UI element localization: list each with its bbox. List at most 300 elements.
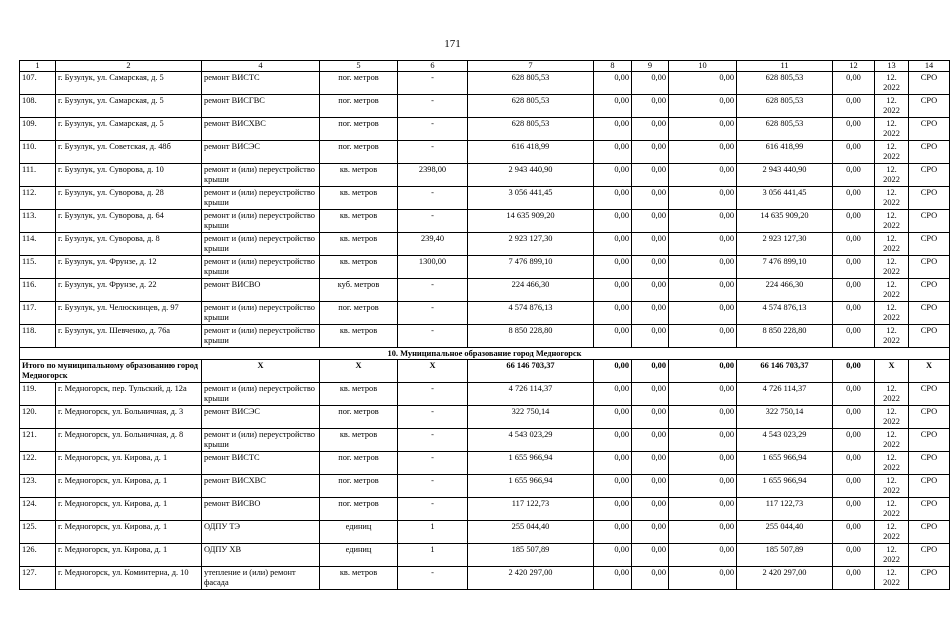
total-x4-cell: X — [875, 360, 909, 383]
amount-cell: 0,00 — [669, 498, 737, 521]
quantity-cell: - — [398, 72, 468, 95]
regional-fund-cost-cell: 2 420 297,00 — [737, 567, 833, 590]
amount-cell: 0,00 — [833, 544, 875, 567]
amount-cell: 0,00 — [669, 118, 737, 141]
address-cell: г. Медногорск, ул. Кирова, д. 1 — [56, 544, 202, 567]
amount-cell: 0,00 — [669, 164, 737, 187]
total-cost-cell: 8 850 228,80 — [468, 325, 594, 348]
regional-fund-cost-cell: 322 750,14 — [737, 406, 833, 429]
amount-cell: 0,00 — [833, 164, 875, 187]
amount-cell: 0,00 — [669, 233, 737, 256]
work-type-cell: ОДПУ ТЭ — [202, 521, 320, 544]
amount-cell: 0,00 — [632, 118, 669, 141]
row-number-cell: 125. — [20, 521, 56, 544]
completion-date-cell: 12. 2022 — [875, 544, 909, 567]
column-number-cell: 5 — [320, 61, 398, 72]
amount-cell: 0,00 — [669, 95, 737, 118]
amount-cell: 0,00 — [594, 256, 632, 279]
regional-fund-cost-cell: 628 805,53 — [737, 118, 833, 141]
amount-cell: 0,00 — [669, 429, 737, 452]
table-row — [20, 95, 950, 118]
regional-fund-cost-cell: 7 476 899,10 — [737, 256, 833, 279]
amount-cell: 0,00 — [632, 141, 669, 164]
address-cell: г. Бузулук, ул. Самарская, д. 5 — [56, 95, 202, 118]
total-x5-cell: X — [909, 360, 950, 383]
row-number-cell: 110. — [20, 141, 56, 164]
amount-cell: 0,00 — [594, 475, 632, 498]
amount-cell: 0,00 — [833, 406, 875, 429]
total-cost-cell: 4 574 876,13 — [468, 302, 594, 325]
funding-source-cell: СРО — [909, 429, 950, 452]
unit-cell: пог. метров — [320, 95, 398, 118]
unit-cell: единиц — [320, 521, 398, 544]
amount-cell: 0,00 — [632, 475, 669, 498]
table-body — [20, 61, 950, 590]
amount-cell: 0,00 — [833, 141, 875, 164]
address-cell: г. Бузулук, ул. Фрунзе, д. 12 — [56, 256, 202, 279]
amount-cell: 0,00 — [632, 187, 669, 210]
funding-source-cell: СРО — [909, 544, 950, 567]
row-number-cell: 126. — [20, 544, 56, 567]
amount-cell: 0,00 — [833, 72, 875, 95]
quantity-cell: - — [398, 567, 468, 590]
amount-cell: 0,00 — [669, 383, 737, 406]
total-cost-cell: 224 466,30 — [468, 279, 594, 302]
table-row — [20, 118, 950, 141]
work-type-cell: ремонт ВИСЭС — [202, 141, 320, 164]
table-row — [20, 141, 950, 164]
address-cell: г. Медногорск, ул. Коминтерна, д. 10 — [56, 567, 202, 590]
quantity-cell: - — [398, 498, 468, 521]
total-x3-cell: X — [398, 360, 468, 383]
row-number-cell: 121. — [20, 429, 56, 452]
amount-cell: 0,00 — [632, 406, 669, 429]
quantity-cell: 1 — [398, 544, 468, 567]
funding-source-cell: СРО — [909, 452, 950, 475]
amount-cell: 0,00 — [594, 544, 632, 567]
funding-source-cell: СРО — [909, 164, 950, 187]
unit-cell: единиц — [320, 544, 398, 567]
completion-date-cell: 12. 2022 — [875, 164, 909, 187]
completion-date-cell: 12. 2022 — [875, 141, 909, 164]
total-cost-cell: 2 943 440,90 — [468, 164, 594, 187]
unit-cell: кв. метров — [320, 325, 398, 348]
regional-fund-cost-cell: 4 726 114,37 — [737, 383, 833, 406]
amount-cell: 0,00 — [594, 118, 632, 141]
total-x2-cell: X — [320, 360, 398, 383]
address-cell: г. Бузулук, ул. Суворова, д. 10 — [56, 164, 202, 187]
funding-source-cell: СРО — [909, 406, 950, 429]
address-cell: г. Медногорск, ул. Кирова, д. 1 — [56, 475, 202, 498]
amount-cell: 0,00 — [833, 118, 875, 141]
quantity-cell: - — [398, 429, 468, 452]
amount-cell: 0,00 — [833, 233, 875, 256]
regional-fund-cost-cell: 1 655 966,94 — [737, 452, 833, 475]
completion-date-cell: 12. 2022 — [875, 567, 909, 590]
completion-date-cell: 12. 2022 — [875, 498, 909, 521]
row-number-cell: 113. — [20, 210, 56, 233]
total-v8-cell: 0,00 — [594, 360, 632, 383]
table-row — [20, 544, 950, 567]
funding-source-cell: СРО — [909, 302, 950, 325]
total-cost-cell: 4 726 114,37 — [468, 383, 594, 406]
amount-cell: 0,00 — [632, 498, 669, 521]
quantity-cell: - — [398, 141, 468, 164]
row-number-cell: 108. — [20, 95, 56, 118]
amount-cell: 0,00 — [669, 187, 737, 210]
total-v9-cell: 0,00 — [632, 360, 669, 383]
unit-cell: пог. метров — [320, 475, 398, 498]
amount-cell: 0,00 — [594, 72, 632, 95]
regional-fund-cost-cell: 628 805,53 — [737, 95, 833, 118]
amount-cell: 0,00 — [833, 187, 875, 210]
amount-cell: 0,00 — [632, 256, 669, 279]
regional-fund-cost-cell: 224 466,30 — [737, 279, 833, 302]
completion-date-cell: 12. 2022 — [875, 187, 909, 210]
funding-source-cell: СРО — [909, 187, 950, 210]
row-number-cell: 115. — [20, 256, 56, 279]
completion-date-cell: 12. 2022 — [875, 72, 909, 95]
work-type-cell: ремонт ВИСЭС — [202, 406, 320, 429]
amount-cell: 0,00 — [594, 187, 632, 210]
amount-cell: 0,00 — [632, 325, 669, 348]
completion-date-cell: 12. 2022 — [875, 279, 909, 302]
work-type-cell: ремонт и (или) переустройство крыши — [202, 302, 320, 325]
quantity-cell: 2398,00 — [398, 164, 468, 187]
unit-cell: кв. метров — [320, 256, 398, 279]
regional-fund-cost-cell: 2 923 127,30 — [737, 233, 833, 256]
amount-cell: 0,00 — [669, 452, 737, 475]
address-cell: г. Медногорск, ул. Кирова, д. 1 — [56, 452, 202, 475]
amount-cell: 0,00 — [669, 567, 737, 590]
amount-cell: 0,00 — [669, 72, 737, 95]
regional-fund-cost-cell: 14 635 909,20 — [737, 210, 833, 233]
amount-cell: 0,00 — [669, 141, 737, 164]
amount-cell: 0,00 — [632, 521, 669, 544]
total-cost-cell: 628 805,53 — [468, 72, 594, 95]
funding-source-cell: СРО — [909, 118, 950, 141]
unit-cell: кв. метров — [320, 429, 398, 452]
column-number-cell: 10 — [669, 61, 737, 72]
funding-source-cell: СРО — [909, 141, 950, 164]
amount-cell: 0,00 — [594, 233, 632, 256]
amount-cell: 0,00 — [833, 383, 875, 406]
address-cell: г. Бузулук, ул. Фрунзе, д. 22 — [56, 279, 202, 302]
row-number-cell: 120. — [20, 406, 56, 429]
completion-date-cell: 12. 2022 — [875, 521, 909, 544]
amount-cell: 0,00 — [594, 429, 632, 452]
unit-cell: пог. метров — [320, 72, 398, 95]
address-cell: г. Бузулук, ул. Самарская, д. 5 — [56, 72, 202, 95]
row-number-cell: 109. — [20, 118, 56, 141]
work-type-cell: ремонт ВИСВО — [202, 498, 320, 521]
total-row — [20, 360, 950, 383]
quantity-cell: - — [398, 452, 468, 475]
unit-cell: кв. метров — [320, 187, 398, 210]
total-cost-cell: 2 923 127,30 — [468, 233, 594, 256]
amount-cell: 0,00 — [594, 210, 632, 233]
row-number-cell: 114. — [20, 233, 56, 256]
completion-date-cell: 12. 2022 — [875, 118, 909, 141]
amount-cell: 0,00 — [594, 452, 632, 475]
page-number: 171 — [444, 38, 461, 50]
completion-date-cell: 12. 2022 — [875, 475, 909, 498]
funding-source-cell: СРО — [909, 325, 950, 348]
unit-cell: куб. метров — [320, 279, 398, 302]
regional-fund-cost-cell: 616 418,99 — [737, 141, 833, 164]
unit-cell: пог. метров — [320, 452, 398, 475]
work-type-cell: ремонт ВИСВО — [202, 279, 320, 302]
column-number-cell: 7 — [468, 61, 594, 72]
quantity-cell: - — [398, 325, 468, 348]
capital-repair-table — [19, 60, 950, 590]
work-type-cell: ОДПУ ХВ — [202, 544, 320, 567]
address-cell: г. Бузулук, ул. Суворова, д. 64 — [56, 210, 202, 233]
quantity-cell: - — [398, 279, 468, 302]
column-number-cell: 2 — [56, 61, 202, 72]
completion-date-cell: 12. 2022 — [875, 210, 909, 233]
regional-fund-cost-cell: 117 122,73 — [737, 498, 833, 521]
address-cell: г. Медногорск, пер. Тульский, д. 12а — [56, 383, 202, 406]
quantity-cell: - — [398, 475, 468, 498]
row-number-cell: 107. — [20, 72, 56, 95]
work-type-cell: ремонт ВИСГВС — [202, 95, 320, 118]
amount-cell: 0,00 — [632, 210, 669, 233]
total-cost-cell: 628 805,53 — [468, 118, 594, 141]
address-cell: г. Медногорск, ул. Больничная, д. 3 — [56, 406, 202, 429]
quantity-cell: - — [398, 118, 468, 141]
total-x1-cell: X — [202, 360, 320, 383]
work-type-cell: ремонт и (или) переустройство крыши — [202, 187, 320, 210]
address-cell: г. Бузулук, ул. Челюскинцев, д. 97 — [56, 302, 202, 325]
total-cost-cell: 117 122,73 — [468, 498, 594, 521]
address-cell: г. Медногорск, ул. Кирова, д. 1 — [56, 498, 202, 521]
amount-cell: 0,00 — [632, 164, 669, 187]
amount-cell: 0,00 — [833, 256, 875, 279]
completion-date-cell: 12. 2022 — [875, 256, 909, 279]
table-row — [20, 233, 950, 256]
unit-cell: пог. метров — [320, 302, 398, 325]
work-type-cell: ремонт ВИСТС — [202, 72, 320, 95]
amount-cell: 0,00 — [833, 210, 875, 233]
amount-cell: 0,00 — [594, 279, 632, 302]
address-cell: г. Бузулук, ул. Суворова, д. 28 — [56, 187, 202, 210]
column-number-cell: 11 — [737, 61, 833, 72]
work-type-cell: ремонт ВИСТС — [202, 452, 320, 475]
column-number-cell: 12 — [833, 61, 875, 72]
funding-source-cell: СРО — [909, 233, 950, 256]
funding-source-cell: СРО — [909, 210, 950, 233]
completion-date-cell: 12. 2022 — [875, 95, 909, 118]
amount-cell: 0,00 — [669, 325, 737, 348]
amount-cell: 0,00 — [632, 452, 669, 475]
amount-cell: 0,00 — [632, 544, 669, 567]
amount-cell: 0,00 — [833, 521, 875, 544]
amount-cell: 0,00 — [632, 567, 669, 590]
address-cell: г. Медногорск, ул. Кирова, д. 1 — [56, 521, 202, 544]
column-number-row — [20, 61, 950, 72]
completion-date-cell: 12. 2022 — [875, 406, 909, 429]
funding-source-cell: СРО — [909, 72, 950, 95]
total-cost-cell: 616 418,99 — [468, 141, 594, 164]
amount-cell: 0,00 — [594, 521, 632, 544]
table-row — [20, 383, 950, 406]
total-cost-cell: 4 543 023,29 — [468, 429, 594, 452]
address-cell: г. Бузулук, ул. Советская, д. 48б — [56, 141, 202, 164]
work-type-cell: утепление и (или) ремонт фасада — [202, 567, 320, 590]
funding-source-cell: СРО — [909, 475, 950, 498]
regional-fund-cost-cell: 2 943 440,90 — [737, 164, 833, 187]
amount-cell: 0,00 — [669, 406, 737, 429]
row-number-cell: 123. — [20, 475, 56, 498]
column-number-cell: 13 — [875, 61, 909, 72]
unit-cell: кв. метров — [320, 567, 398, 590]
work-type-cell: ремонт и (или) переустройство крыши — [202, 383, 320, 406]
amount-cell: 0,00 — [669, 302, 737, 325]
completion-date-cell: 12. 2022 — [875, 452, 909, 475]
amount-cell: 0,00 — [594, 164, 632, 187]
address-cell: г. Бузулук, ул. Самарская, д. 5 — [56, 118, 202, 141]
address-cell: г. Бузулук, ул. Шевченко, д. 76а — [56, 325, 202, 348]
regional-fund-cost-cell: 628 805,53 — [737, 72, 833, 95]
amount-cell: 0,00 — [833, 302, 875, 325]
total-v10-cell: 0,00 — [669, 360, 737, 383]
amount-cell: 0,00 — [594, 95, 632, 118]
funding-source-cell: СРО — [909, 95, 950, 118]
total-cost-cell: 7 476 899,10 — [468, 256, 594, 279]
total-label: Итого по муниципальному образованию город Медногорск — [20, 360, 202, 383]
total-cost-cell: 14 635 909,20 — [468, 210, 594, 233]
table-row — [20, 164, 950, 187]
unit-cell: пог. метров — [320, 498, 398, 521]
total-cost-cell: 185 507,89 — [468, 544, 594, 567]
amount-cell: 0,00 — [594, 498, 632, 521]
amount-cell: 0,00 — [833, 452, 875, 475]
row-number-cell: 116. — [20, 279, 56, 302]
regional-fund-cost-cell: 255 044,40 — [737, 521, 833, 544]
total-cost-cell: 1 655 966,94 — [468, 475, 594, 498]
amount-cell: 0,00 — [669, 475, 737, 498]
amount-cell: 0,00 — [833, 475, 875, 498]
amount-cell: 0,00 — [594, 567, 632, 590]
amount-cell: 0,00 — [594, 325, 632, 348]
column-number-cell: 6 — [398, 61, 468, 72]
amount-cell: 0,00 — [833, 325, 875, 348]
amount-cell: 0,00 — [632, 95, 669, 118]
work-type-cell: ремонт и (или) переустройство крыши — [202, 233, 320, 256]
column-number-cell: 8 — [594, 61, 632, 72]
table-row — [20, 498, 950, 521]
table-row — [20, 72, 950, 95]
total-cost-cell: 2 420 297,00 — [468, 567, 594, 590]
amount-cell: 0,00 — [669, 544, 737, 567]
work-type-cell: ремонт и (или) переустройство крыши — [202, 429, 320, 452]
table-row — [20, 256, 950, 279]
completion-date-cell: 12. 2022 — [875, 325, 909, 348]
work-type-cell: ремонт и (или) переустройство крыши — [202, 325, 320, 348]
section-header-row — [20, 348, 950, 360]
funding-source-cell: СРО — [909, 383, 950, 406]
completion-date-cell: 12. 2022 — [875, 383, 909, 406]
unit-cell: пог. метров — [320, 118, 398, 141]
unit-cell: кв. метров — [320, 233, 398, 256]
unit-cell: пог. метров — [320, 406, 398, 429]
total-cost-cell: 628 805,53 — [468, 95, 594, 118]
completion-date-cell: 12. 2022 — [875, 233, 909, 256]
work-type-cell: ремонт ВИСХВС — [202, 475, 320, 498]
quantity-cell: 1 — [398, 521, 468, 544]
regional-fund-cost-cell: 4 574 876,13 — [737, 302, 833, 325]
amount-cell: 0,00 — [632, 233, 669, 256]
amount-cell: 0,00 — [833, 279, 875, 302]
row-number-cell: 117. — [20, 302, 56, 325]
amount-cell: 0,00 — [594, 302, 632, 325]
regional-fund-cost-cell: 1 655 966,94 — [737, 475, 833, 498]
row-number-cell: 111. — [20, 164, 56, 187]
regional-fund-cost-cell: 185 507,89 — [737, 544, 833, 567]
row-number-cell: 118. — [20, 325, 56, 348]
column-number-cell: 4 — [202, 61, 320, 72]
completion-date-cell: 12. 2022 — [875, 429, 909, 452]
table-row — [20, 567, 950, 590]
amount-cell: 0,00 — [669, 279, 737, 302]
amount-cell: 0,00 — [833, 498, 875, 521]
regional-fund-cost-cell: 3 056 441,45 — [737, 187, 833, 210]
table-row — [20, 521, 950, 544]
work-type-cell: ремонт ВИСХВС — [202, 118, 320, 141]
regional-fund-cost-cell: 8 850 228,80 — [737, 325, 833, 348]
regional-fund-cost-cell: 4 543 023,29 — [737, 429, 833, 452]
table-row — [20, 429, 950, 452]
quantity-cell: - — [398, 187, 468, 210]
section-title: 10. Муниципальное образование город Медногорск — [20, 348, 950, 360]
amount-cell: 0,00 — [594, 406, 632, 429]
table-row — [20, 475, 950, 498]
amount-cell: 0,00 — [833, 567, 875, 590]
total-total-cell: 66 146 703,37 — [468, 360, 594, 383]
total-cost-cell: 3 056 441,45 — [468, 187, 594, 210]
table-row — [20, 302, 950, 325]
table-row — [20, 279, 950, 302]
unit-cell: кв. метров — [320, 383, 398, 406]
total-v11-cell: 66 146 703,37 — [737, 360, 833, 383]
total-cost-cell: 322 750,14 — [468, 406, 594, 429]
amount-cell: 0,00 — [632, 429, 669, 452]
column-number-cell: 14 — [909, 61, 950, 72]
row-number-cell: 122. — [20, 452, 56, 475]
quantity-cell: - — [398, 95, 468, 118]
quantity-cell: 239,40 — [398, 233, 468, 256]
row-number-cell: 124. — [20, 498, 56, 521]
row-number-cell: 112. — [20, 187, 56, 210]
unit-cell: пог. метров — [320, 141, 398, 164]
address-cell: г. Медногорск, ул. Больничная, д. 8 — [56, 429, 202, 452]
table-row — [20, 452, 950, 475]
column-number-cell: 9 — [632, 61, 669, 72]
quantity-cell: - — [398, 302, 468, 325]
table-row — [20, 325, 950, 348]
table-row — [20, 210, 950, 233]
amount-cell: 0,00 — [833, 95, 875, 118]
amount-cell: 0,00 — [632, 302, 669, 325]
amount-cell: 0,00 — [594, 141, 632, 164]
funding-source-cell: СРО — [909, 521, 950, 544]
amount-cell: 0,00 — [669, 210, 737, 233]
total-cost-cell: 255 044,40 — [468, 521, 594, 544]
unit-cell: кв. метров — [320, 210, 398, 233]
work-type-cell: ремонт и (или) переустройство крыши — [202, 256, 320, 279]
funding-source-cell: СРО — [909, 498, 950, 521]
